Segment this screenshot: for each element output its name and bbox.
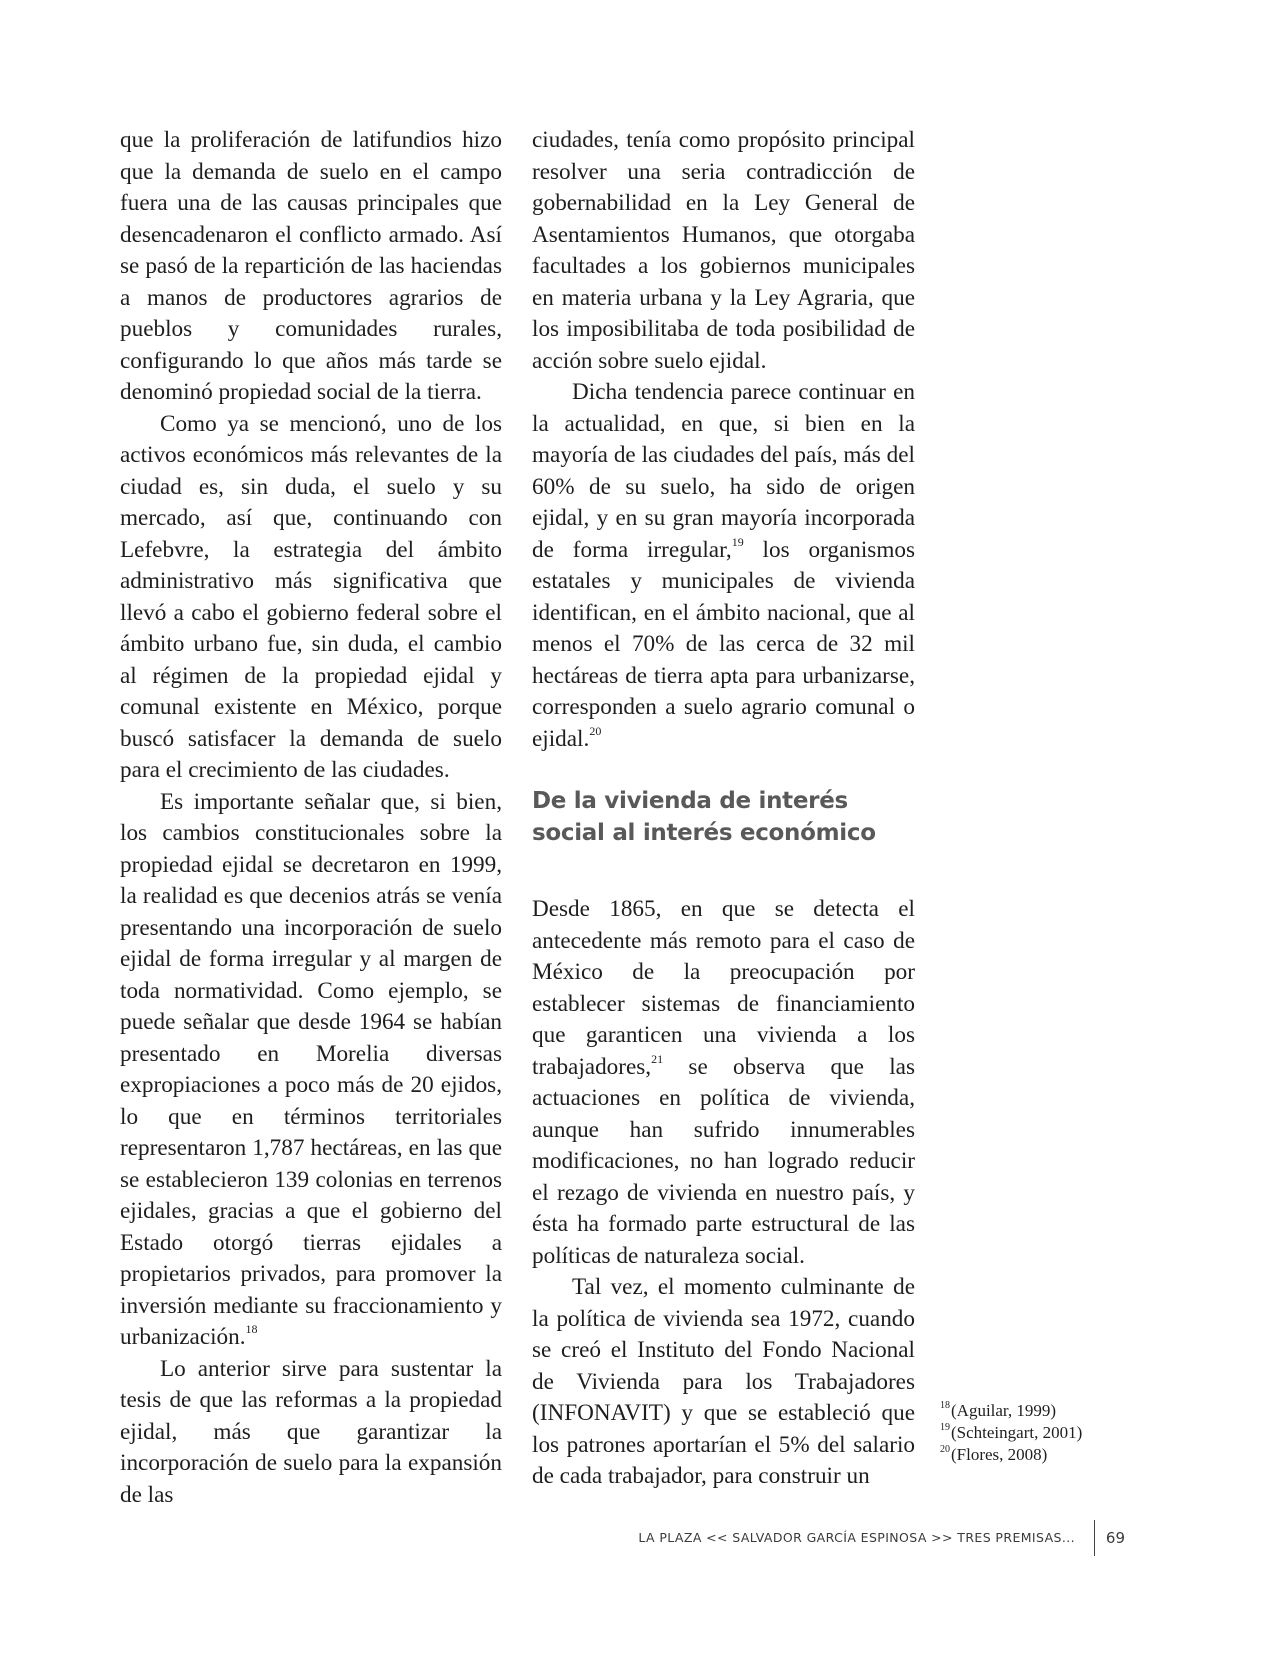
paragraph-text: Dicha tendencia parece continuar en la actualidad, en que, si bien en la mayoría de las ciudades del país, más del 60% de su suelo, ha sido de origen ejidal, y en su gran mayoría incorporada de forma irregular,: [532, 379, 915, 563]
body-paragraph: ciudades, tenía como propósito principal resolver una seria contradicción de gobernabilidad en la Ley General de Asentamientos Humanos, que otorgaba facultades a los gobiernos municipales en materia urbana y la Ley Agraria, que los imposibilitaba de toda posibilidad de acción sobre suelo ejidal.: [532, 127, 915, 374]
body-paragraph: Lo anterior sirve para sustentar la tesis de que las reformas a la propiedad ejidal, más que garantizar la incorporación de suelo para la expansión de las: [120, 1355, 502, 1508]
footnote-text: (Aguilar, 1999): [951, 1401, 1057, 1420]
body-paragraph: [120, 787, 502, 1354]
footnote-ref-19: 19: [731, 534, 744, 549]
right-text-column: [532, 125, 915, 1493]
footnote-ref-18: 18: [245, 1322, 258, 1337]
footnote-text: (Flores, 2008): [951, 1445, 1048, 1464]
body-paragraph: Como ya se mencionó, uno de los activos económicos más relevantes de la ciudad es, sin duda, el suelo y su mercado, así que, continuando con Lefebvre, la estrategia del ámbito administrativo más significativa que llevó a cabo el gobierno federal sobre el ámbito urbano fue, sin duda, el cambio al régimen de la propiedad ejidal y comunal existente en México, porque buscó satisfacer la demanda de suelo para el crecimiento de las ciudades.: [120, 410, 502, 783]
body-paragraph: [532, 377, 915, 755]
footnote-number: 19: [940, 1422, 950, 1434]
footnote-item: [940, 1444, 1082, 1466]
footnote-text: (Schteingart, 2001): [951, 1423, 1083, 1442]
left-text-column: [120, 125, 502, 1511]
footnote-number: 18: [940, 1400, 950, 1412]
footer-divider: [1094, 1520, 1095, 1556]
body-paragraph: [532, 894, 915, 1272]
body-paragraph: que la proliferación de latifundios hizo que la demanda de suelo en el campo fuera una de las causas principales que desencadenaron el conflicto armado. Así se pasó de la repartición de las haciendas a manos de productores agrarios de pueblos y comunidades rurales, configurando lo que años más tarde se denominó propiedad social de la tierra.: [120, 127, 502, 405]
section-heading: [532, 785, 915, 849]
footnote-ref-20: 20: [589, 723, 602, 738]
footnote-ref-21: 21: [651, 1051, 664, 1066]
running-head: LA PLAZA << SALVADOR GARCÍA ESPINOSA >> TRES PREMISAS...: [638, 1530, 1075, 1545]
page-footer: [638, 1520, 1160, 1556]
paragraph-text: se observa que las actuaciones en política de vivienda, aunque han sufrido innumerables modificaciones, no han logrado reducir el rezago de vivienda en nuestro país, y ésta ha formado parte estructural de las políticas de naturaleza social.: [532, 1053, 915, 1269]
page-number: 69: [1105, 1529, 1125, 1547]
footnote-item: [940, 1422, 1082, 1444]
paragraph-text: Es importante señalar que, si bien, los cambios constitucionales sobre la propiedad ejidal se decretaron en 1999, la realidad es que decenios atrás se venía presentando una incorporación de suelo ejidal de forma irregular y al margen de toda normatividad. Como ejemplo, se puede señalar que desde 1964 se habían presentado en Morelia diversas expropiaciones a poco más de 20 ejidos, lo que en términos territoriales representaron 1,787 hectáreas, en las que se establecieron 139 colonias en terrenos ejidales, gracias a que el gobierno del Estado otorgó tierras ejidales a propietarios privados, para promover la inversión mediante su fraccionamiento y urbanización.: [120, 788, 502, 1350]
footnote-item: [940, 1400, 1082, 1422]
heading-line-1: De la vivienda de interés: [532, 788, 848, 814]
footnote-number: 20: [940, 1444, 950, 1456]
paragraph-text: Desde 1865, en que se detecta el antecedente más remoto para el caso de México de la preocupación por establecer sistemas de financiamiento que garanticen una vivienda a los trabajadores,: [532, 896, 915, 1080]
paragraph-text: los organismos estatales y municipales de vivienda identifican, en el ámbito nacional, que al menos el 70% de las cerca de 32 mil hectáreas de tierra apta para urbanizarse, corresponden a suelo agrario comunal o ejidal.: [532, 536, 915, 752]
body-paragraph: Tal vez, el momento culminante de la política de vivienda sea 1972, cuando se creó el Instituto del Fondo Nacional de Vivienda para los Trabajadores (INFONAVIT) y que se estableció que los patrones aportarían el 5% del salario de cada trabajador, para construir un: [532, 1274, 915, 1489]
heading-line-2: social al interés económico: [532, 820, 876, 846]
footnotes: [940, 1400, 1082, 1466]
